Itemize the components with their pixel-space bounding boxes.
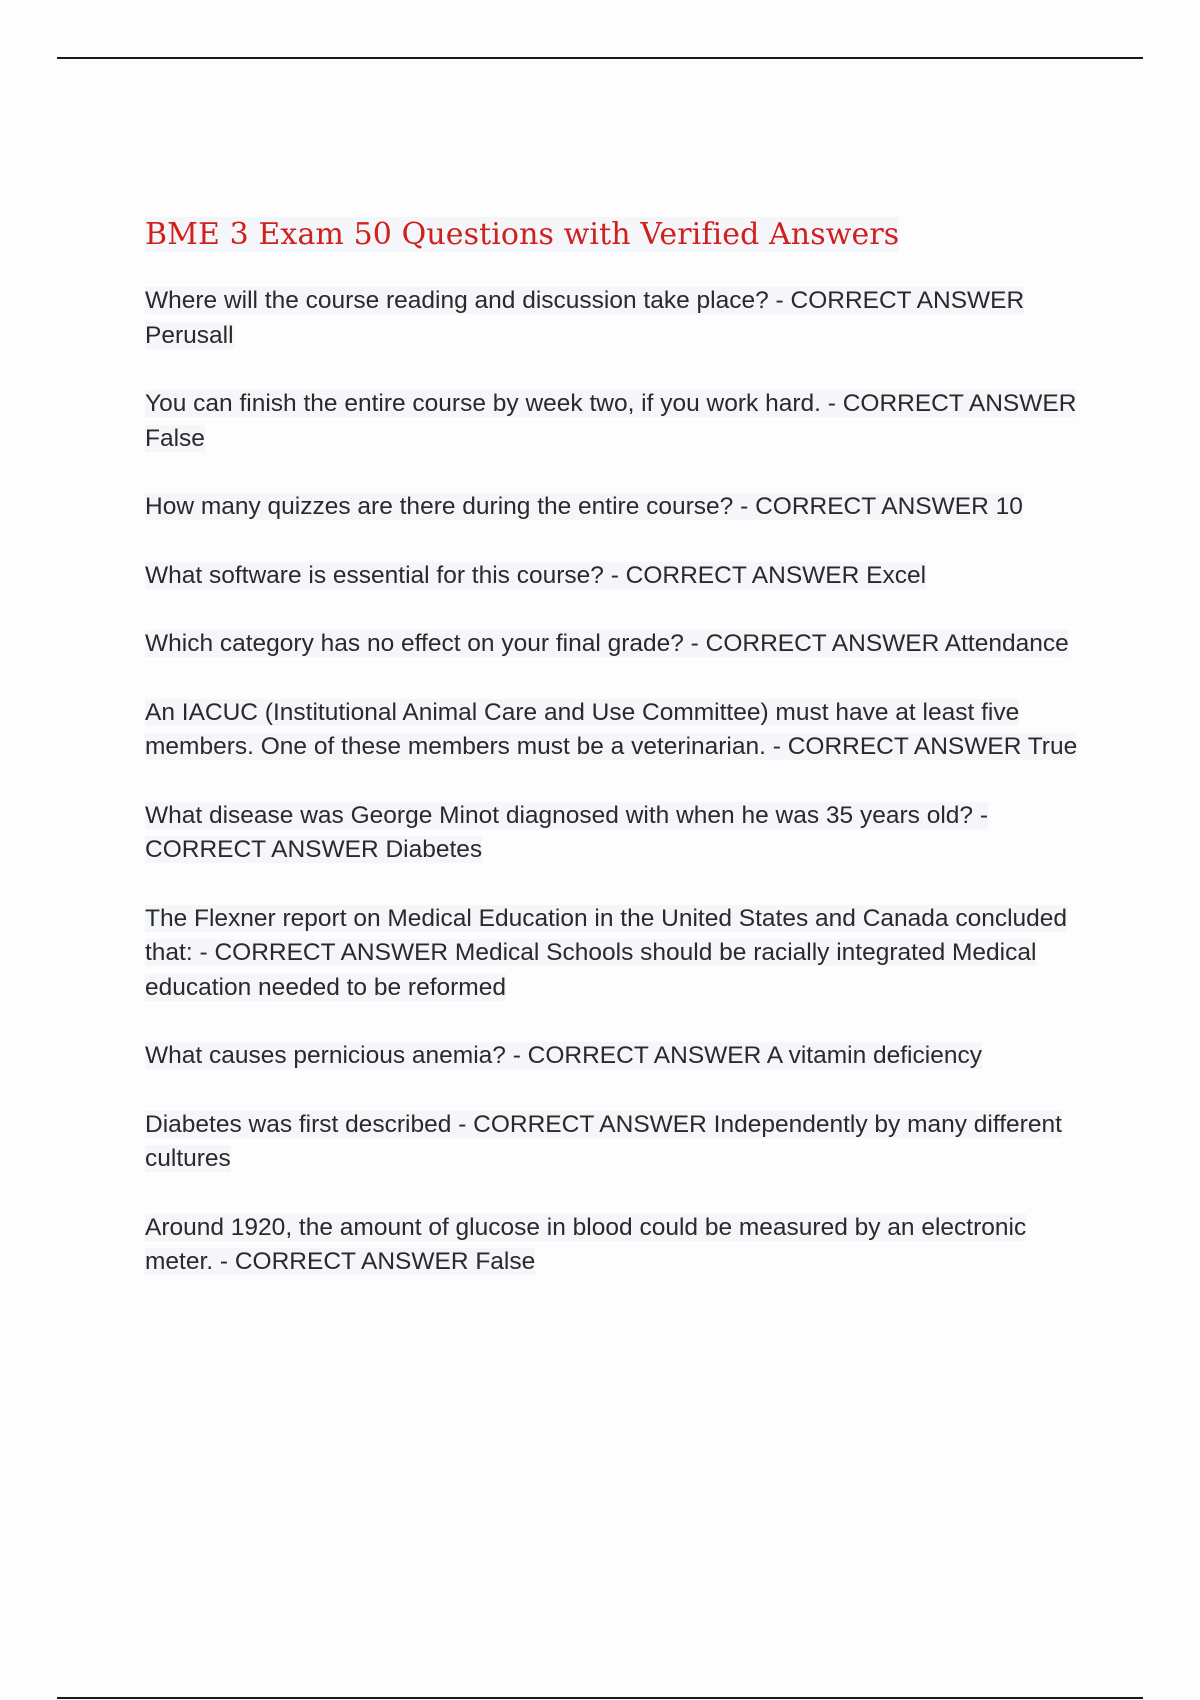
qa-list [145, 284, 1095, 1280]
qa-item: Around 1920, the amount of glucose in blood could be measured by an electronic meter. - CORRECT ANSWER False [145, 1213, 1027, 1275]
document-title: BME 3 Exam 50 Questions with Verified Answers [145, 217, 900, 252]
qa-item: Where will the course reading and discussion take place? - CORRECT ANSWER Perusall [145, 287, 1025, 349]
qa-item: Which category has no effect on your final grade? - CORRECT ANSWER Attendance [145, 630, 1069, 657]
qa-item: How many quizzes are there during the entire course? - CORRECT ANSWER 10 [145, 493, 1023, 520]
qa-item: An IACUC (Institutional Animal Care and Use Committee) must have at least five members. One of these members must be a veterinarian. - CORRECT ANSWER True [145, 698, 1078, 760]
qa-item: You can finish the entire course by week two, if you work hard. - CORRECT ANSWER False [145, 390, 1077, 452]
qa-item: What software is essential for this course? - CORRECT ANSWER Excel [145, 561, 927, 589]
qa-item: Diabetes was first described - CORRECT ANSWER Independently by many different cultures [145, 1110, 1062, 1172]
qa-item: What causes pernicious anemia? - CORRECT ANSWER A vitamin deficiency [145, 1042, 982, 1069]
document-body [145, 212, 1095, 1314]
header-rule [57, 57, 1143, 59]
qa-item: What disease was George Minot diagnosed with when he was 35 years old? - CORRECT ANSWER Diabetes [145, 801, 988, 863]
footer-rule [57, 1697, 1143, 1699]
qa-item: The Flexner report on Medical Education in the United States and Canada concluded that: - CORRECT ANSWER Medical Schools should be racially integrated Medical education needed to be reformed [145, 904, 1068, 1001]
